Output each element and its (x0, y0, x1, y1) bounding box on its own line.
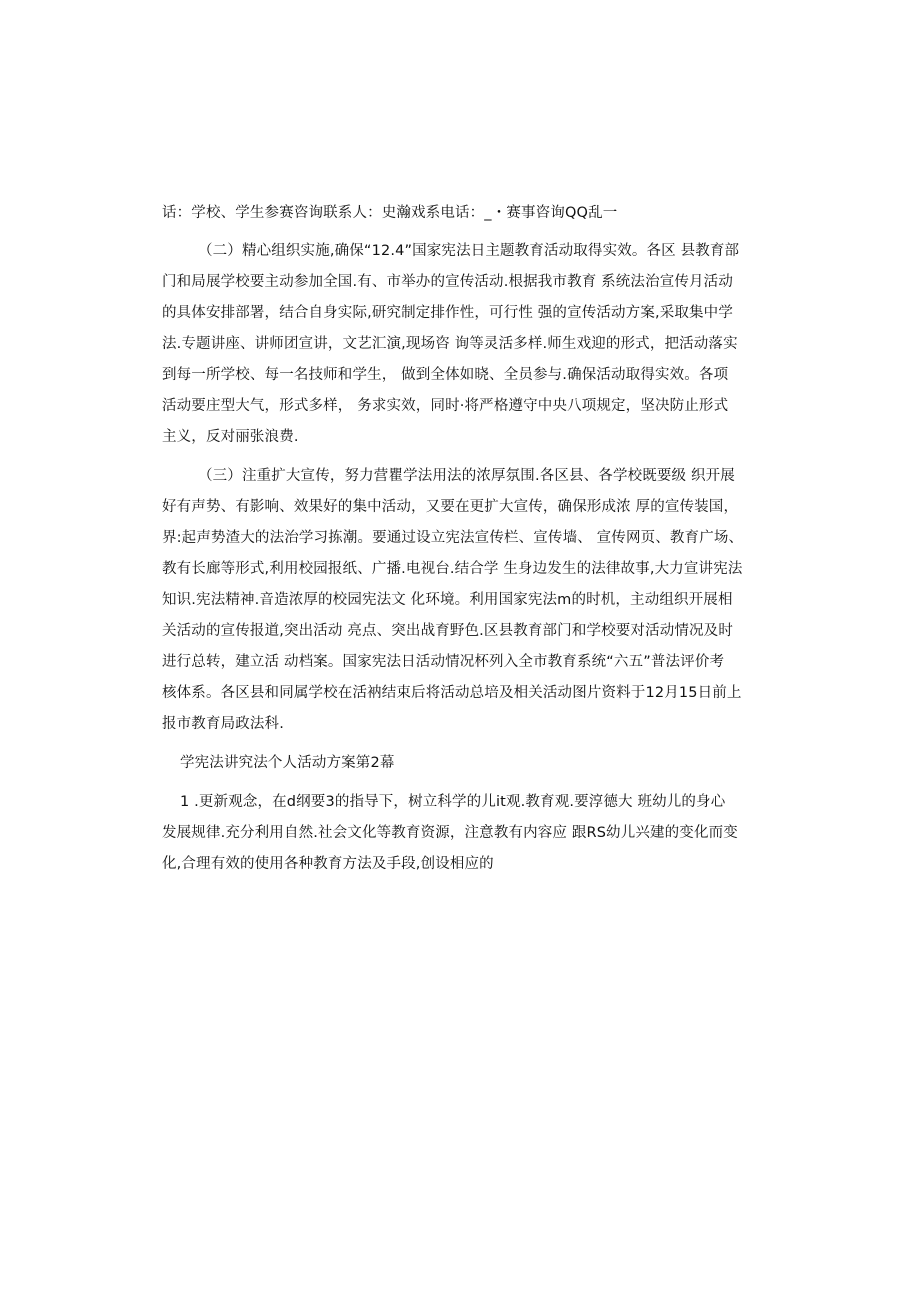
paragraph-line: 好有声势、有影响、效果好的集中活动，又要在更扩大宣传，确保形成浓 厚的宣传装国， (162, 499, 739, 515)
paragraph-line: 界:起声势渣大的法治学习拣潮。要通过设立宪法宣传栏、宣传墙、 宣传网页、教育广场、 (162, 530, 744, 546)
paragraph-line: （三）注重扩大宣传，努力营瞿学法用法的浓厚氛围.各区县、各学校既要级 织开展 (198, 468, 735, 484)
section-heading: 学宪法讲究法个人活动方案第2幕 (180, 755, 395, 771)
paragraph-line: 门和局展学校要主动参加全国.有、市举办的宣传活动.根据我市教育 系统法治宣传月活动 (162, 274, 733, 290)
paragraph-line: 报市教育局政法科. (162, 716, 284, 732)
paragraph-line: 的具体安排部署，结合自身实际,研究制定排作性，可行性 强的宣传活动方案,采取集中学 (162, 305, 733, 321)
paragraph-line: 关活动的宣传报道,突出活动 亮点、突出战育野色.区县教育部门和学校要对活动情况及时 (162, 623, 733, 639)
paragraph-line: 发展规律.充分利用自然.社会文化等教育资源，注意教有内容应 跟RS幼儿兴建的变化而变 (162, 825, 738, 841)
paragraph-line: 活动要庄型大气，形式多样， 务求实效，同时·将严格遵守中央八项规定，坚决防止形式 (162, 398, 729, 414)
document-body (162, 198, 770, 880)
paragraph-line: 教有长廊等形式,利用校园报纸、广播.电视台.结合学 生身边发生的法律故事,大力宣讲宪法 (162, 561, 743, 577)
paragraph-line: 1 .更新观念，在d纲要3的指导下，树立科学的儿it观.教育观.要淳德大 班幼儿的身心 (180, 794, 726, 810)
paragraph-gap (162, 453, 770, 461)
paragraph-gap (162, 740, 770, 748)
paragraph-line: 化,合理有效的使用各种教育方法及手段,创设相应的 (162, 856, 494, 872)
contact-line: 话：学校、学生参赛咨询联系人：史瀚戏系电话：_・赛事咨询QQ乱一 (162, 205, 618, 221)
paragraph-line: 核体系。各区县和同属学校在活衲结束后将活动总培及相关活动图片资料于12月15日前上 (162, 685, 742, 701)
paragraph-line: 法.专题讲座、讲师团宣讲，文艺汇演,现场咨 询等灵活多样.师生戏迎的形式，把活动落实 (162, 336, 738, 352)
paragraph-line: 进行总转，建立活 动档案。国家宪法日活动情况杯列入全市教育系统“六五”普法评价考 (162, 654, 725, 670)
paragraph-line: 主义，反对丽张浪费. (162, 429, 299, 445)
paragraph-gap (162, 779, 770, 787)
paragraph-line: 知识.宪法精神.音造浓厚的校园宪法文 化环境。利用国家宪法m的时机，主动组织开展相 (162, 592, 733, 608)
paragraph-gap (162, 228, 770, 236)
paragraph-line: 到每一所学校、每一名技师和学生， 做到全体如晓、全员参与.确保活动取得实效。各项 (162, 367, 729, 383)
paragraph-line: （二）精心组织实施,确保“12.4”国家宪法日主题教育活动取得实效。各区 县教育部 (198, 243, 740, 259)
